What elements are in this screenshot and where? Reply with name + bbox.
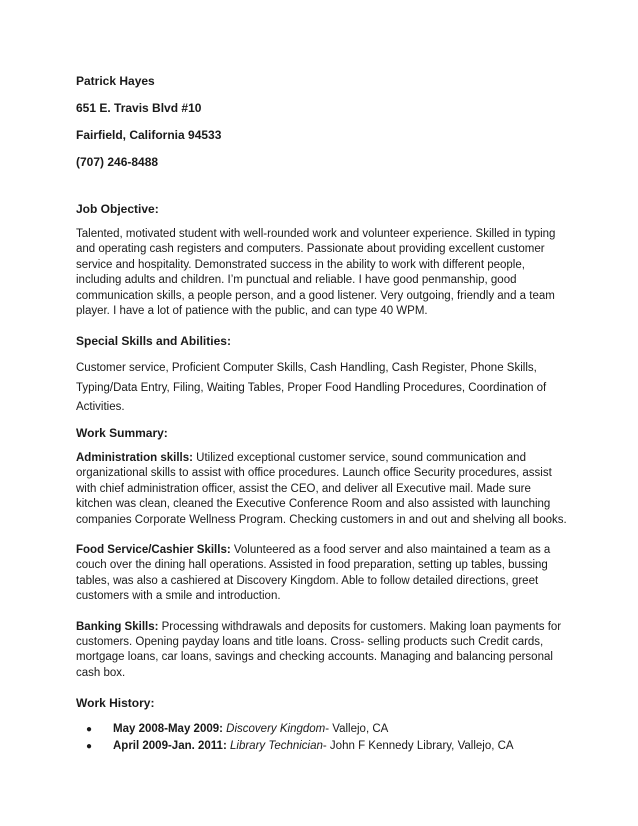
bullet-icon: ● bbox=[86, 724, 93, 736]
objective-heading: Job Objective: bbox=[76, 202, 159, 216]
history-dates: April 2009-Jan. 2011: bbox=[113, 740, 227, 753]
summary-item-banking bbox=[76, 620, 568, 682]
history-place: - Vallejo, CA bbox=[325, 723, 389, 736]
summary-item-text: Utilized exceptional customer service, sound communication and organizational skills to assist with office procedures. Launch office Security procedures, assist with chief administration officer, assist the CEO, and deliver all Executive mail. Made sure kitchen was clean, cleaned the Executive Conference Room and also assisted with launching companies Corporate Wellness Program. Checking customers in and out and shelving all books. bbox=[76, 451, 567, 526]
contact-city: Fairfield, California 94533 bbox=[76, 128, 222, 142]
work-summary-section bbox=[76, 426, 568, 681]
summary-item-text: Volunteered as a food server and also maintained a team as a couch over the dining hall operations. Assisted in food preparation, setting up tables, bussing tables, was also a cashiered at Discovery Kingdom. Able to follow detailed directions, greet customers with a smile and introduction. bbox=[76, 543, 551, 603]
summary-item-title: Administration skills: bbox=[76, 451, 193, 464]
contact-phone: (707) 246-8488 bbox=[76, 155, 159, 169]
skills-section bbox=[76, 334, 568, 418]
summary-item-title: Banking Skills: bbox=[76, 620, 159, 633]
resume-page bbox=[76, 74, 568, 755]
history-role: Discovery Kingdom bbox=[226, 723, 326, 736]
history-place: - John F Kennedy Library, Vallejo, CA bbox=[322, 740, 514, 753]
skills-text: Customer service, Proficient Computer Skills, Cash Handling, Cash Register, Phone Skills, Typing/Data Entry, Filing, Waiting Tables, Proper Food Handling Procedures, Coordination of Activities. bbox=[76, 362, 547, 414]
work-history-list bbox=[76, 721, 568, 755]
summary-item-administration bbox=[76, 451, 568, 528]
bullet-icon: ● bbox=[86, 741, 93, 753]
list-item bbox=[76, 738, 568, 755]
skills-heading: Special Skills and Abilities: bbox=[76, 334, 231, 349]
summary-item-food-service bbox=[76, 543, 568, 605]
work-summary-heading: Work Summary: bbox=[76, 425, 168, 440]
objective-text: Talented, motivated student with well-rounded work and volunteer experience. Skilled in typing and operating cash registers and computers. Passionate about providing excellent customer service and hospitality. Demonstrated success in the ability to work with different people, including adults and children. I’m punctual and reliable. I have good penmanship, good communication skills, a people person, and a good listener. Very outgoing, friendly and a team player. I have a lot of patience with the public, and can type 40 WPM. bbox=[76, 228, 556, 318]
summary-item-title: Food Service/Cashier Skills: bbox=[76, 543, 231, 556]
contact-address: 651 E. Travis Blvd #10 bbox=[76, 101, 202, 115]
history-dates: May 2008-May 2009: bbox=[113, 723, 223, 736]
contact-block bbox=[76, 74, 568, 170]
history-role: Library Technician bbox=[230, 740, 323, 753]
summary-item-text: Processing withdrawals and deposits for customers. Making loan payments for customers. Opening payday loans and title loans. Cross- selling products such Credit cards, mortgage loans, car loans, savings and checking accounts. Managing and balancing personal cash box. bbox=[76, 620, 562, 679]
work-history-section bbox=[76, 696, 568, 755]
list-item bbox=[76, 721, 568, 738]
contact-name: Patrick Hayes bbox=[76, 74, 155, 88]
objective-section bbox=[76, 202, 568, 319]
work-history-heading: Work History: bbox=[76, 696, 155, 711]
